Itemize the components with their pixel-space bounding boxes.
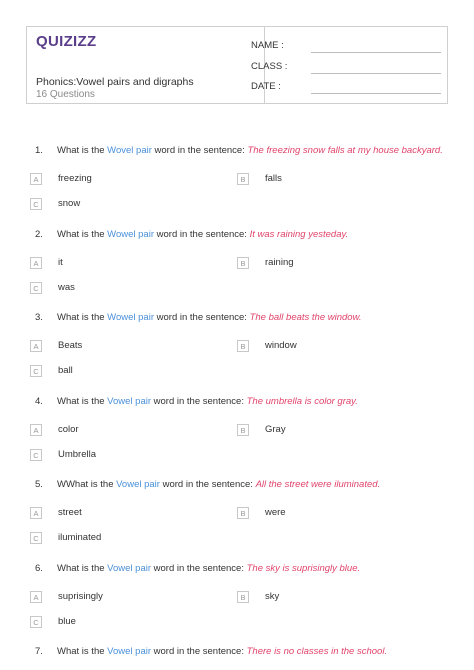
- option-text: ball: [58, 365, 73, 376]
- option-text: window: [265, 340, 297, 351]
- option-letter-box: C: [30, 282, 42, 294]
- highlight-term: Vowel pair: [107, 563, 152, 574]
- option-text: Gray: [265, 424, 286, 435]
- date-field[interactable]: [251, 81, 441, 95]
- option-letter-box: A: [30, 591, 42, 603]
- highlight-term: Vowel pair: [116, 479, 160, 490]
- question-text: What is the Vowel pair word in the sentence: The sky is suprisingly blue.: [57, 563, 361, 574]
- question-text: What is the Wowel pair word in the sentence: It was raining yesteday.: [57, 229, 349, 240]
- quoted-sentence: The freezing snow falls at my house backyard.: [247, 145, 443, 156]
- option-letter-box: A: [30, 173, 42, 185]
- quizizz-logo: QUIZIZZ: [36, 33, 97, 50]
- quoted-sentence: The ball beats the window.: [249, 312, 362, 323]
- option-text: sky: [265, 591, 280, 602]
- class-field[interactable]: [251, 61, 441, 75]
- question-6: [0, 563, 474, 643]
- option-text: snow: [58, 198, 81, 209]
- class-line: [311, 73, 441, 74]
- name-line: [311, 52, 441, 53]
- quoted-sentence: The sky is suprisingly blue.: [246, 563, 361, 574]
- question-number: 5.: [35, 479, 43, 490]
- option-text: suprisingly: [58, 591, 103, 602]
- option-letter-box: B: [237, 507, 249, 519]
- option-letter-box: A: [30, 507, 42, 519]
- option-text: was: [58, 282, 75, 293]
- option-text: street: [58, 507, 82, 518]
- question-count: 16 Questions: [36, 89, 95, 100]
- option-letter-box: C: [30, 532, 42, 544]
- option-letter-box: A: [30, 257, 42, 269]
- option-text: raining: [265, 257, 294, 268]
- option-letter-box: C: [30, 616, 42, 628]
- option-text: color: [58, 424, 79, 435]
- option-text: were: [265, 507, 286, 518]
- question-number: 3.: [35, 312, 43, 323]
- option-text: blue: [58, 616, 76, 627]
- question-4: [0, 396, 474, 476]
- option-letter-box: C: [30, 198, 42, 210]
- quoted-sentence: It was raining yesteday.: [249, 229, 349, 240]
- option-text: it: [58, 257, 63, 268]
- highlight-term: Wovel pair: [107, 145, 152, 156]
- question-text: WWhat is the Vowel pair word in the sentence: All the street were iluminated.: [57, 479, 381, 490]
- question-number: 6.: [35, 563, 43, 574]
- option-text: Umbrella: [58, 449, 97, 460]
- question-text: What is the Wovel pair word in the sentence: The freezing snow falls at my house backyard.: [57, 145, 443, 156]
- highlight-term: Vowel pair: [107, 396, 152, 407]
- option-letter-box: B: [237, 591, 249, 603]
- class-label: CLASS :: [251, 61, 288, 72]
- question-5: [0, 479, 474, 559]
- quoted-sentence: There is no classes in the school.: [246, 646, 388, 657]
- question-3: [0, 312, 474, 392]
- option-letter-box: A: [30, 424, 42, 436]
- option-letter-box: B: [237, 424, 249, 436]
- question-number: 4.: [35, 396, 43, 407]
- option-text: Beats: [58, 340, 83, 351]
- question-text: What is the Wowel pair word in the sentence: The ball beats the window.: [57, 312, 362, 323]
- question-7: [0, 646, 474, 666]
- question-number: 1.: [35, 145, 43, 156]
- option-text: falls: [265, 173, 282, 184]
- option-letter-box: B: [237, 340, 249, 352]
- question-number: 7.: [35, 646, 43, 657]
- date-label: DATE :: [251, 81, 281, 92]
- question-number: 2.: [35, 229, 43, 240]
- option-text: freezing: [58, 173, 92, 184]
- question-2: [0, 229, 474, 309]
- question-text: What is the Vowel pair word in the sentence: The umbrella is color gray.: [57, 396, 358, 407]
- option-letter-box: B: [237, 257, 249, 269]
- question-1: [0, 145, 474, 225]
- option-letter-box: C: [30, 365, 42, 377]
- worksheet-title: Phonics:Vowel pairs and digraphs: [36, 76, 194, 88]
- name-label: NAME :: [251, 40, 284, 51]
- option-text: iluminated: [58, 532, 102, 543]
- name-field[interactable]: [251, 40, 441, 54]
- date-line: [311, 93, 441, 94]
- highlight-term: Vowel pair: [107, 646, 152, 657]
- highlight-term: Wowel pair: [107, 312, 154, 323]
- option-letter-box: B: [237, 173, 249, 185]
- highlight-term: Wowel pair: [107, 229, 154, 240]
- quoted-sentence: The umbrella is color gray.: [246, 396, 358, 407]
- question-text: What is the Vowel pair word in the sentence: There is no classes in the school.: [57, 646, 388, 657]
- option-letter-box: A: [30, 340, 42, 352]
- quoted-sentence: All the street were iluminated.: [255, 479, 381, 490]
- option-letter-box: C: [30, 449, 42, 461]
